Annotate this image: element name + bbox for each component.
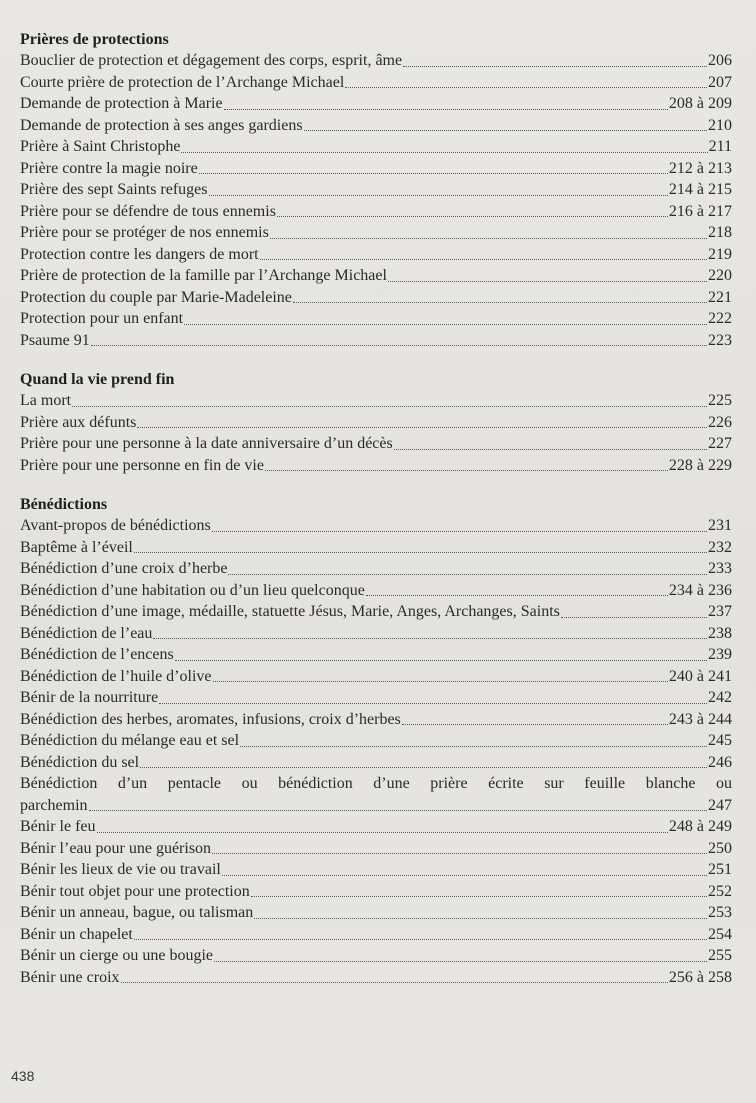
section-benedictions <box>20 495 732 988</box>
toc-entry <box>20 244 732 266</box>
entry-label: Bénir une croix <box>20 968 120 986</box>
entry-page: 207 <box>708 73 732 91</box>
dot-leader <box>228 574 707 575</box>
entry-page: 253 <box>708 904 732 921</box>
toc-entry <box>20 179 732 201</box>
toc-entry <box>20 601 732 623</box>
dot-leader <box>134 552 707 553</box>
entry-page: 206 <box>708 52 732 69</box>
entry-page: 222 <box>708 310 732 327</box>
dot-leader <box>89 810 707 811</box>
toc-entry <box>20 412 732 434</box>
dot-leader <box>265 470 668 471</box>
toc-entry <box>20 390 732 412</box>
entry-page: 238 <box>708 624 732 642</box>
entry-page: 219 <box>708 245 732 263</box>
entry-page: 251 <box>708 861 732 878</box>
entry-page: 234 à 236 <box>668 581 732 599</box>
entry-label: Demande de protection à ses anges gardiens <box>20 116 303 134</box>
entry-page: 225 <box>708 392 732 409</box>
dot-leader <box>251 896 707 897</box>
entry-label: Bénédiction de l’encens <box>20 646 174 663</box>
dot-leader <box>260 259 707 260</box>
toc-entry <box>20 308 732 330</box>
entry-page: 255 <box>708 947 732 964</box>
entry-page: 218 <box>708 224 732 241</box>
entry-label: Bénir tout objet pour une protection <box>20 882 250 900</box>
entry-page: 233 <box>708 560 732 577</box>
entry-page: 239 <box>708 646 732 663</box>
dot-leader <box>134 939 707 940</box>
toc-entry <box>20 222 732 244</box>
dot-leader <box>240 746 707 747</box>
toc-entry <box>20 752 732 774</box>
section-title: Prières de protections <box>20 31 169 48</box>
table-of-contents <box>20 30 732 988</box>
entry-label: Bénédiction du mélange eau et sel <box>20 732 240 749</box>
entry-label: Prière pour une personne à la date anniversaire d’un décès <box>20 435 393 452</box>
toc-entry <box>20 158 732 180</box>
entry-label: Bénédiction des herbes, aromates, infusions, croix d’herbes <box>20 710 401 728</box>
entry-page: 208 à 209 <box>668 95 732 112</box>
toc-entry <box>20 730 732 752</box>
toc-entry <box>20 709 732 731</box>
page-number: 438 <box>11 1068 35 1084</box>
dot-leader <box>213 681 668 682</box>
toc-entry <box>20 136 732 158</box>
entry-page: 220 <box>708 267 732 284</box>
entry-label: Psaume 91 <box>20 331 90 349</box>
dot-leader <box>140 767 707 768</box>
toc-entry <box>20 93 732 115</box>
entry-label: Bénir un anneau, bague, ou talisman <box>20 904 254 921</box>
entry-label: Prière aux défunts <box>20 413 137 431</box>
entry-label: Courte prière de protection de l’Archange Michael <box>20 73 345 91</box>
dot-leader <box>159 703 707 704</box>
toc-entry <box>20 72 732 94</box>
entry-label: Bénédiction du sel <box>20 753 140 771</box>
entry-page: 227 <box>708 435 732 452</box>
toc-entry <box>20 666 732 688</box>
section-title: Bénédictions <box>20 496 108 513</box>
entry-page: 237 <box>708 603 732 620</box>
dot-leader <box>121 982 668 983</box>
section-title: Quand la vie prend fin <box>20 371 175 388</box>
entry-label: Bénir les lieux de vie ou travail <box>20 861 221 878</box>
dot-leader <box>153 638 707 639</box>
dot-leader <box>199 173 668 174</box>
dot-leader <box>175 660 707 661</box>
entry-page: 231 <box>708 517 732 534</box>
entry-label: Avant-propos de bénédictions <box>20 517 211 534</box>
dot-leader <box>222 875 707 876</box>
entry-label: Bénédiction de l’eau <box>20 624 153 642</box>
entry-label: Prière des sept Saints refuges <box>20 181 208 198</box>
dot-leader <box>293 302 707 303</box>
entry-page: 216 à 217 <box>668 202 732 220</box>
dot-leader <box>388 281 707 282</box>
toc-entry <box>20 265 732 287</box>
entry-label: Prière contre la magie noire <box>20 159 198 177</box>
dot-leader <box>304 130 707 131</box>
entry-label: La mort <box>20 392 72 409</box>
entry-page: 232 <box>708 538 732 556</box>
entry-page: 223 <box>708 331 732 349</box>
toc-entry <box>20 838 732 860</box>
entry-label: Prière de protection de la famille par l’Archange Michael <box>20 267 387 284</box>
entry-label: Bénédiction d’une habitation ou d’un lieu quelconque <box>20 581 365 599</box>
toc-entry <box>20 580 732 602</box>
dot-leader <box>403 66 707 67</box>
entry-label: parchemin <box>20 796 88 814</box>
toc-entry <box>20 115 732 137</box>
entry-label: Bénédiction d’une croix d’herbe <box>20 560 228 577</box>
toc-entry <box>20 924 732 946</box>
entry-label: Demande de protection à Marie <box>20 95 223 112</box>
entry-page: 248 à 249 <box>668 818 732 835</box>
entry-label: Bénir l’eau pour une guérison <box>20 839 212 857</box>
entry-page: 250 <box>708 839 732 857</box>
entry-page: 214 à 215 <box>668 181 732 198</box>
toc-entry <box>20 537 732 559</box>
dot-leader <box>214 961 707 962</box>
entry-label: Bénédiction de l’huile d’olive <box>20 667 212 685</box>
toc-entry <box>20 967 732 989</box>
toc-entry <box>20 330 732 352</box>
entry-label: Bénir le feu <box>20 818 96 835</box>
dot-leader <box>402 724 668 725</box>
entry-page: 212 à 213 <box>668 159 732 177</box>
toc-entry <box>20 558 732 580</box>
dot-leader <box>181 152 707 153</box>
entry-page: 211 <box>708 138 732 155</box>
dot-leader <box>91 345 707 346</box>
entry-page: 221 <box>708 288 732 306</box>
toc-entry <box>20 515 732 537</box>
dot-leader <box>137 427 707 428</box>
entry-label: Bénir un cierge ou une bougie <box>20 947 213 964</box>
entry-label: Bénédiction d’une image, médaille, statuette Jésus, Marie, Anges, Archanges, Saints <box>20 603 560 620</box>
entry-page: 243 à 244 <box>668 710 732 728</box>
toc-entry <box>20 859 732 881</box>
entry-label: Prière pour se défendre de tous ennemis <box>20 202 276 220</box>
dot-leader <box>345 87 707 88</box>
entry-page: 228 à 229 <box>668 456 732 474</box>
dot-leader <box>97 832 668 833</box>
dot-leader <box>209 195 668 196</box>
toc-entry <box>20 644 732 666</box>
entry-page: 242 <box>708 689 732 706</box>
entry-label: Protection contre les dangers de mort <box>20 245 259 263</box>
entry-page: 245 <box>708 732 732 749</box>
toc-entry <box>20 795 732 817</box>
dot-leader <box>224 109 668 110</box>
entry-label: Protection du couple par Marie-Madeleine <box>20 288 292 306</box>
toc-entry <box>20 881 732 903</box>
dot-leader <box>212 853 707 854</box>
dot-leader <box>184 324 707 325</box>
dot-leader <box>394 449 707 450</box>
dot-leader <box>212 531 707 532</box>
toc-entry-first-line: Bénédiction d’un pentacle ou bénédiction d’une prière écrite sur feuille blanche ou <box>20 775 732 792</box>
entry-label: Prière à Saint Christophe <box>20 138 181 155</box>
entry-page: 254 <box>708 925 732 943</box>
toc-entry <box>20 201 732 223</box>
toc-entry <box>20 455 732 477</box>
toc-entry <box>20 687 732 709</box>
section-quand-la-vie-prend-fin <box>20 370 732 476</box>
entry-page: 256 à 258 <box>668 968 732 986</box>
entry-page: 252 <box>708 882 732 900</box>
dot-leader <box>277 216 668 217</box>
entry-page: 240 à 241 <box>668 667 732 685</box>
dot-leader <box>366 595 668 596</box>
dot-leader <box>72 406 707 407</box>
dot-leader <box>270 238 707 239</box>
toc-entry <box>20 50 732 72</box>
entry-label: Bénir un chapelet <box>20 925 133 943</box>
entry-page: 247 <box>708 796 732 814</box>
toc-entry <box>20 287 732 309</box>
entry-page: 226 <box>708 413 732 431</box>
dot-leader <box>561 617 707 618</box>
entry-label: Bénir de la nourriture <box>20 689 159 706</box>
entry-label: Bouclier de protection et dégagement des corps, esprit, âme <box>20 52 403 69</box>
toc-entry <box>20 816 732 838</box>
entry-page: 246 <box>708 753 732 771</box>
entry-label: Protection pour un enfant <box>20 310 184 327</box>
toc-entry <box>20 623 732 645</box>
toc-entry <box>20 902 732 924</box>
entry-label: Baptême à l’éveil <box>20 538 133 556</box>
toc-entry <box>20 945 732 967</box>
entry-page: 210 <box>708 116 732 134</box>
toc-entry <box>20 433 732 455</box>
entry-label: Prière pour une personne en fin de vie <box>20 456 264 474</box>
section-prieres-de-protections <box>20 30 732 351</box>
dot-leader <box>254 918 707 919</box>
entry-label: Prière pour se protéger de nos ennemis <box>20 224 269 241</box>
